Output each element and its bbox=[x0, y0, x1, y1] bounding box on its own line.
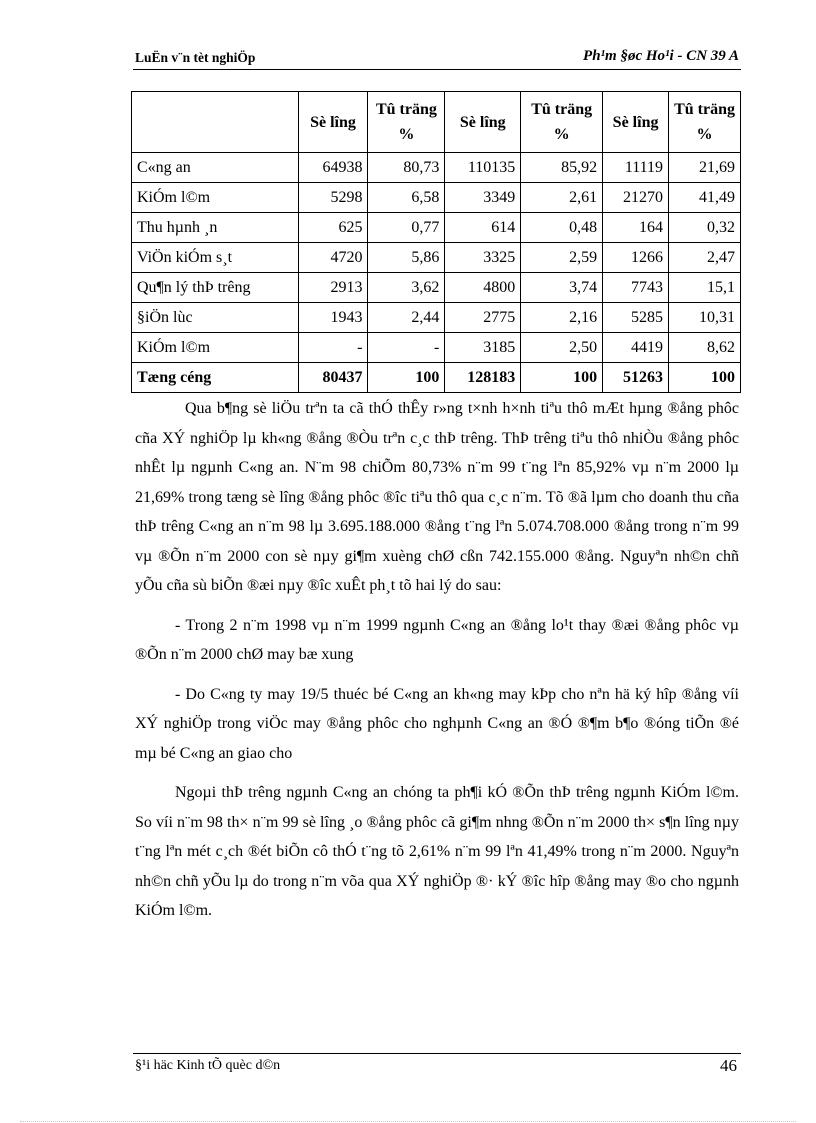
total-value: 128183 bbox=[445, 363, 521, 393]
cell-value: 4800 bbox=[445, 273, 521, 303]
cell-value: 1266 bbox=[603, 243, 669, 273]
header-author: Ph¹m §øc Ho¹i - CN 39 A bbox=[583, 48, 739, 64]
cell-value: 164 bbox=[603, 213, 669, 243]
paragraph-forestry: Ngoµi thÞ trêng ngµnh C«ng an chóng ta ph¶i kÓ ®Õn thÞ trêng ngµnh KiÓm l©m. So víi n¨m 98 th× n¨m 99 sè lîng ¸o ®ång phôc cã gi¶m nhng ®Õn n¨m 2000 th× s¶n lîng nµy t¨ng lªn mét c¸ch ®ét biÕn cô thÓ t¨ng tõ 2,61% n¨m 99 lªn 41,49% trong n¨m 2000. Nguyªn nh©n chñ yÕu lµ do trong n¨m võa qua XÝ nghiÖp ®· kÝ ®îc hîp ®ång may ®o cho ngµnh KiÓm l©m. bbox=[135, 784, 739, 919]
total-value: 80437 bbox=[298, 363, 368, 393]
page-number: 46 bbox=[720, 1056, 737, 1075]
header-cell-share: Tû träng % bbox=[368, 92, 445, 153]
cell-value: 2913 bbox=[298, 273, 368, 303]
header-thesis-label: LuËn v¨n tèt nghiÖp bbox=[135, 50, 256, 65]
cell-value: 0,77 bbox=[368, 213, 445, 243]
table-row bbox=[132, 213, 741, 243]
row-label: KiÓm l©m bbox=[132, 333, 299, 363]
cell-value: 0,48 bbox=[521, 213, 603, 243]
table-row bbox=[132, 153, 741, 183]
cell-value: 0,32 bbox=[669, 213, 741, 243]
row-label: C«ng an bbox=[132, 153, 299, 183]
header-divider bbox=[133, 69, 741, 70]
cell-value: 2,50 bbox=[521, 333, 603, 363]
cell-value: - bbox=[298, 333, 368, 363]
header-cell-share: Tû träng % bbox=[669, 92, 741, 153]
table-row bbox=[132, 183, 741, 213]
total-label: Tæng céng bbox=[132, 363, 299, 393]
page-edge-divider bbox=[20, 1121, 796, 1122]
cell-value: - bbox=[368, 333, 445, 363]
table-row bbox=[132, 273, 741, 303]
cell-value: 11119 bbox=[603, 153, 669, 183]
cell-value: 6,58 bbox=[368, 183, 445, 213]
table-row bbox=[132, 303, 741, 333]
cell-value: 2,44 bbox=[368, 303, 445, 333]
total-value: 100 bbox=[521, 363, 603, 393]
uniform-sales-table bbox=[131, 91, 741, 393]
total-value: 51263 bbox=[603, 363, 669, 393]
paragraph-reason-2: - Do C«ng ty may 19/5 thuéc bé C«ng an kh«ng may kÞp cho nªn hä ký hîp ®ång víi XÝ nghiÖp trong viÖc may ®ång phôc cho nghµnh C«ng an ®Ó ®¶m b¶o ®óng tiÕn ®é mµ bé C«ng an giao cho bbox=[135, 685, 739, 762]
row-label: ViÖn kiÓm s¸t bbox=[132, 243, 299, 273]
table-total-row bbox=[132, 363, 741, 393]
cell-value: 21270 bbox=[603, 183, 669, 213]
cell-value: 1943 bbox=[298, 303, 368, 333]
cell-value: 5298 bbox=[298, 183, 368, 213]
cell-value: 7743 bbox=[603, 273, 669, 303]
page-header bbox=[133, 48, 739, 68]
cell-value: 5,86 bbox=[368, 243, 445, 273]
cell-value: 3185 bbox=[445, 333, 521, 363]
footer-university: §¹i häc Kinh tÕ quèc d©n bbox=[135, 1058, 281, 1073]
table-row bbox=[132, 243, 741, 273]
cell-value: 2,16 bbox=[521, 303, 603, 333]
cell-value: 614 bbox=[445, 213, 521, 243]
row-label: KiÓm l©m bbox=[132, 183, 299, 213]
header-cell-share: Tû träng % bbox=[521, 92, 603, 153]
cell-value: 2775 bbox=[445, 303, 521, 333]
cell-value: 8,62 bbox=[669, 333, 741, 363]
paragraph-reason-1: - Trong 2 n¨m 1998 vµ n¨m 1999 ngµnh C«ng an ®ång lo¹t thay ®æi ®ång phôc vµ ®Õn n¨m 2000 chØ may bæ xung bbox=[135, 616, 739, 663]
cell-value: 3,62 bbox=[368, 273, 445, 303]
cell-value: 15,1 bbox=[669, 273, 741, 303]
header-cell-quantity: Sè lîng bbox=[603, 92, 669, 153]
row-label: §iÖn lùc bbox=[132, 303, 299, 333]
cell-value: 80,73 bbox=[368, 153, 445, 183]
table-header-row bbox=[132, 92, 741, 153]
cell-value: 2,61 bbox=[521, 183, 603, 213]
cell-value: 41,49 bbox=[669, 183, 741, 213]
cell-value: 625 bbox=[298, 213, 368, 243]
cell-value: 64938 bbox=[298, 153, 368, 183]
total-value: 100 bbox=[368, 363, 445, 393]
header-cell-market bbox=[132, 92, 299, 153]
cell-value: 85,92 bbox=[521, 153, 603, 183]
cell-value: 2,59 bbox=[521, 243, 603, 273]
cell-value: 4419 bbox=[603, 333, 669, 363]
row-label: Thu hµnh ¸n bbox=[132, 213, 299, 243]
cell-value: 3349 bbox=[445, 183, 521, 213]
cell-value: 21,69 bbox=[669, 153, 741, 183]
cell-value: 2,47 bbox=[669, 243, 741, 273]
cell-value: 10,31 bbox=[669, 303, 741, 333]
cell-value: 3,74 bbox=[521, 273, 603, 303]
table-row bbox=[132, 333, 741, 363]
body-text bbox=[135, 394, 739, 926]
cell-value: 5285 bbox=[603, 303, 669, 333]
footer-divider bbox=[133, 1053, 741, 1054]
header-cell-quantity: Sè lîng bbox=[445, 92, 521, 153]
header-cell-quantity: Sè lîng bbox=[298, 92, 368, 153]
total-value: 100 bbox=[669, 363, 741, 393]
cell-value: 4720 bbox=[298, 243, 368, 273]
paragraph-analysis: Qua b¶ng sè liÖu trªn ta cã thÓ thÊy r»ng t×nh h×nh tiªu thô mÆt hµng ®ång phôc cña XÝ nghiÖp lµ kh«ng ®ång ®Òu trªn c¸c thÞ trêng. ThÞ trêng tiªu thô nhiÒu ®ång phôc nhÊt lµ ngµnh C«ng an. N¨m 98 chiÕm 80,73% n¨m 99 t¨ng lªn 85,92% vµ n¨m 2000 lµ 21,69% trong tæng sè lîng ®ång phôc ®îc tiªu thô qua c¸c n¨m. Tõ ®ã lµm cho doanh thu cña thÞ trêng C«ng an n¨m 98 lµ 3.695.188.000 ®ång t¨ng lªn 5.074.708.000 ®ång trong n¨m 99 vµ ®Õn n¨m 2000 con sè nµy gi¶m xuèng chØ cßn 742.155.000 ®ång. Nguyªn nh©n chñ yÕu cña sù biÕn ®æi nµy ®îc xuÊt ph¸t tõ hai lý do sau: bbox=[135, 400, 739, 594]
cell-value: 110135 bbox=[445, 153, 521, 183]
cell-value: 3325 bbox=[445, 243, 521, 273]
row-label: Qu¶n lý thÞ trêng bbox=[132, 273, 299, 303]
